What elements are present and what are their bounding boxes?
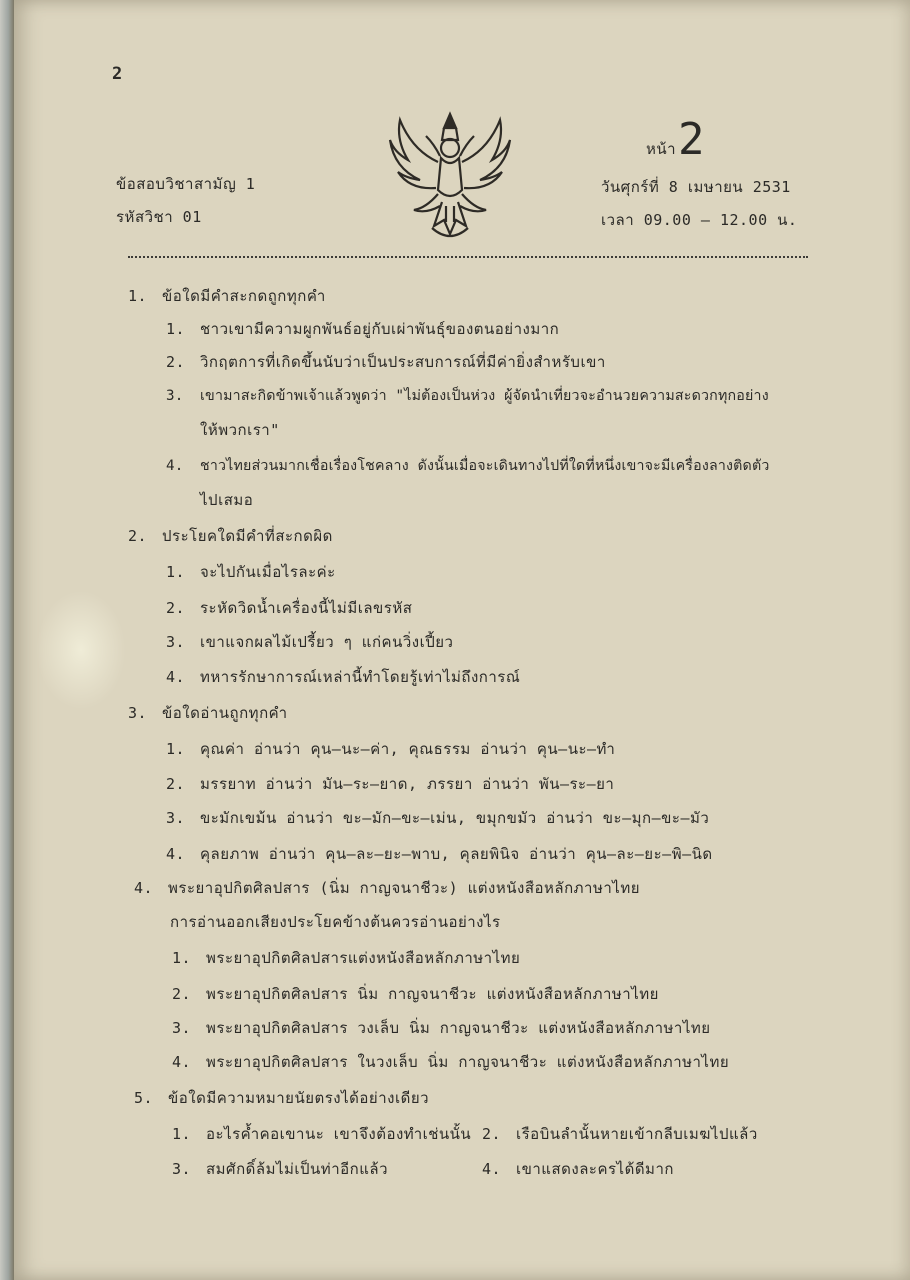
question-1-option-3: 3. เขามาสะกิดข้าพเจ้าแล้วพูดว่า "ไม่ต้องเป็นห่วง ผู้จัดนำเที่ยวจะอำนวยความสะดวกทุกอย่าง xyxy=(166,388,769,404)
question-5-option-1: 1. อะไรค้ำคอเขานะ เขาจึงต้องทำเช่นนั้น xyxy=(172,1125,472,1143)
question-number: 1. xyxy=(128,287,148,305)
question-5-option-4: 4. เขาแสดงละครได้ดีมาก xyxy=(482,1160,674,1178)
question-4-continued: การอ่านออกเสียงประโยคข้างต้นควรอ่านอย่างไร xyxy=(170,913,501,931)
question-4-option-2: 2. พระยาอุปกิตศิลปสาร นิ่ม กาญจนาชีวะ แต่งหนังสือหลักภาษาไทย xyxy=(172,985,659,1003)
question-3-option-1: 1. คุณค่า อ่านว่า คุน–นะ–ค่า, คุณธรรม อ่านว่า คุน–นะ–ทำ xyxy=(166,740,616,758)
question-text: ข้อใดมีคำสะกดถูกทุกคำ xyxy=(162,287,326,305)
question-4-option-3: 3. พระยาอุปกิตศิลปสาร วงเล็บ นิ่ม กาญจนาชีวะ แต่งหนังสือหลักภาษาไทย xyxy=(172,1019,711,1037)
question-1-option-2: 2. วิกฤตการที่เกิดขึ้นนับว่าเป็นประสบการณ์ที่มีค่ายิ่งสำหรับเขา xyxy=(166,353,606,371)
exam-date: วันศุกร์ที่ 8 เมษายน 2531 xyxy=(601,178,791,196)
garuda-emblem-icon xyxy=(386,110,514,246)
question-1 xyxy=(128,284,326,308)
subject-code: รหัสวิชา 01 xyxy=(116,208,202,226)
corner-page-number: 2 xyxy=(112,64,123,84)
page-label: หน้า xyxy=(646,140,677,158)
binding-edge xyxy=(0,0,14,1280)
dotted-divider xyxy=(128,256,808,258)
question-3-option-2: 2. มรรยาท อ่านว่า มัน–ระ–ยาด, ภรรยา อ่านว่า พัน–ระ–ยา xyxy=(166,775,615,793)
exam-time: เวลา 09.00 – 12.00 น. xyxy=(601,211,798,229)
question-3-option-4: 4. คุลยภาพ อ่านว่า คุน–ละ–ยะ–พาบ, คุลยพินิจ อ่านว่า คุน–ละ–ยะ–พิ–นิด xyxy=(166,845,713,863)
question-1-option-4-continued: ไปเสมอ xyxy=(200,491,254,509)
question-1-option-1: 1. ชาวเขามีความผูกพันธ์อยู่กับเผ่าพันธุ์ของตนอย่างมาก xyxy=(166,320,560,338)
question-1-option-4: 4. ชาวไทยส่วนมากเชื่อเรื่องโชคลาง ดังนั้นเมื่อจะเดินทางไปที่ใดที่หนึ่งเขาจะมีเครื่องลางติดตัว xyxy=(166,458,770,474)
question-4-option-1: 1. พระยาอุปกิตศิลปสารแต่งหนังสือหลักภาษาไทย xyxy=(172,949,521,967)
question-3: 3. ข้อใดอ่านถูกทุกคำ xyxy=(128,704,288,722)
question-2-option-2: 2. ระหัดวิดน้ำเครื่องนี้ไม่มีเลขรหัส xyxy=(166,599,413,617)
question-2-option-4: 4. ทหารรักษาการณ์เหล่านี้ทำโดยรู้เท่าไม่ถึงการณ์ xyxy=(166,668,521,686)
question-4-option-4: 4. พระยาอุปกิตศิลปสาร ในวงเล็บ นิ่ม กาญจนาชีวะ แต่งหนังสือหลักภาษาไทย xyxy=(172,1053,730,1071)
question-2-option-1: 1. จะไปกันเมื่อไรละค่ะ xyxy=(166,563,336,581)
question-5-option-2: 2. เรือบินลำนั้นหายเข้ากลีบเมฆไปแล้ว xyxy=(482,1125,758,1143)
question-5: 5. ข้อใดมีความหมายนัยตรงได้อย่างเดียว xyxy=(134,1089,430,1107)
paper-stain xyxy=(36,590,126,710)
question-5-option-3: 3. สมศักดิ์ล้มไม่เป็นท่าอีกแล้ว xyxy=(172,1160,388,1178)
question-2: 2. ประโยคใดมีคำที่สะกดผิด xyxy=(128,527,333,545)
question-2-option-3: 3. เขาแจกผลไม้เปรี้ยว ๆ แก่คนวิ่งเปี้ยว xyxy=(166,633,454,651)
question-1-option-3-continued: ให้พวกเรา" xyxy=(200,421,280,439)
page-number: 2 xyxy=(678,114,705,165)
question-4: 4. พระยาอุปกิตศิลปสาร (นิ่ม กาญจนาชีวะ) แต่งหนังสือหลักภาษาไทย xyxy=(134,879,641,897)
question-3-option-3: 3. ขะมักเขม้น อ่านว่า ขะ–มัก–ขะ–เม่น, ขมุกขมัว อ่านว่า ขะ–มุก–ขะ–มัว xyxy=(166,809,710,827)
exam-name: ข้อสอบวิชาสามัญ 1 xyxy=(116,175,256,193)
